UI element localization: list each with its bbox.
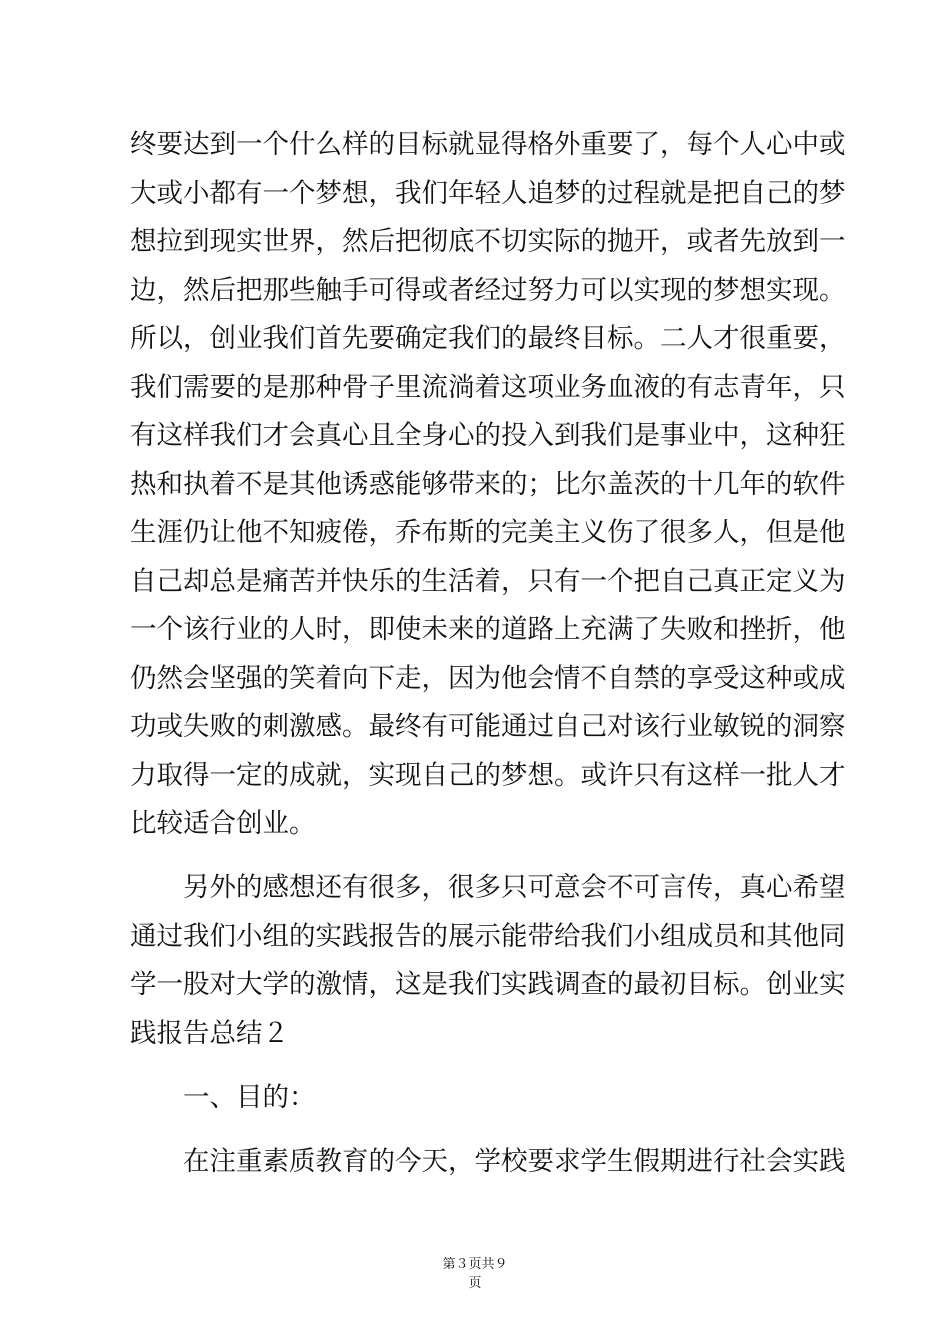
body-line-15: 比较适合创业。 [130, 808, 316, 839]
body-line-14: 力取得一定的成就，实现自己的梦想。或许只有这样一批人才 [130, 760, 846, 791]
body-line-17: 通过我们小组的实践报告的展示能带给我们小组成员和其他同 [130, 921, 846, 952]
body-line-3: 想拉到现实世界，然后把彻底不切实际的抛开，或者先放到一 [130, 226, 846, 257]
body-line-16: 另外的感想还有很多，很多只可意会不可言传，真心希望 [183, 872, 846, 903]
body-line-8: 热和执着不是其他诱惑能够带来的；比尔盖茨的十几年的软件 [130, 469, 846, 500]
body-line-18: 学一股对大学的激情，这是我们实践调查的最初目标。创业实 [130, 969, 846, 1000]
body-line-6: 我们需要的是那种骨子里流淌着这项业务血液的有志青年，只 [130, 372, 846, 403]
page-footer-line-1: 第３页共９ [442, 1257, 508, 1272]
body-line-21: 在注重素质教育的今天，学校要求学生假期进行社会实践 [183, 1146, 846, 1177]
page-footer-line-2: 页 [468, 1276, 482, 1291]
body-line-7: 有这样我们才会真心且全身心的投入到我们是事业中，这种狂 [130, 420, 846, 451]
body-line-1: 终要达到一个什么样的目标就显得格外重要了，每个人心中或 [130, 129, 846, 160]
body-line-9: 生涯仍让他不知疲倦，乔布斯的完美主义伤了很多人，但是他 [130, 517, 846, 548]
body-line-5: 所以，创业我们首先要确定我们的最终目标。二人才很重要， [130, 323, 846, 354]
body-line-19: 践报告总结２ [130, 1018, 289, 1049]
body-line-20: 一、目的： [183, 1082, 316, 1113]
body-line-11: 一个该行业的人时，即使未来的道路上充满了失败和挫折，他 [130, 614, 846, 645]
body-line-2: 大或小都有一个梦想，我们年轻人追梦的过程就是把自己的梦 [130, 178, 846, 209]
body-line-4: 边，然后把那些触手可得或者经过努力可以实现的梦想实现。 [130, 275, 846, 306]
body-line-13: 功或失败的刺激感。最终有可能通过自己对该行业敏锐的洞察 [130, 711, 846, 742]
body-line-12: 仍然会坚强的笑着向下走，因为他会情不自禁的享受这种或成 [130, 663, 846, 694]
body-line-10: 自己却总是痛苦并快乐的生活着，只有一个把自己真正定义为 [130, 566, 846, 597]
